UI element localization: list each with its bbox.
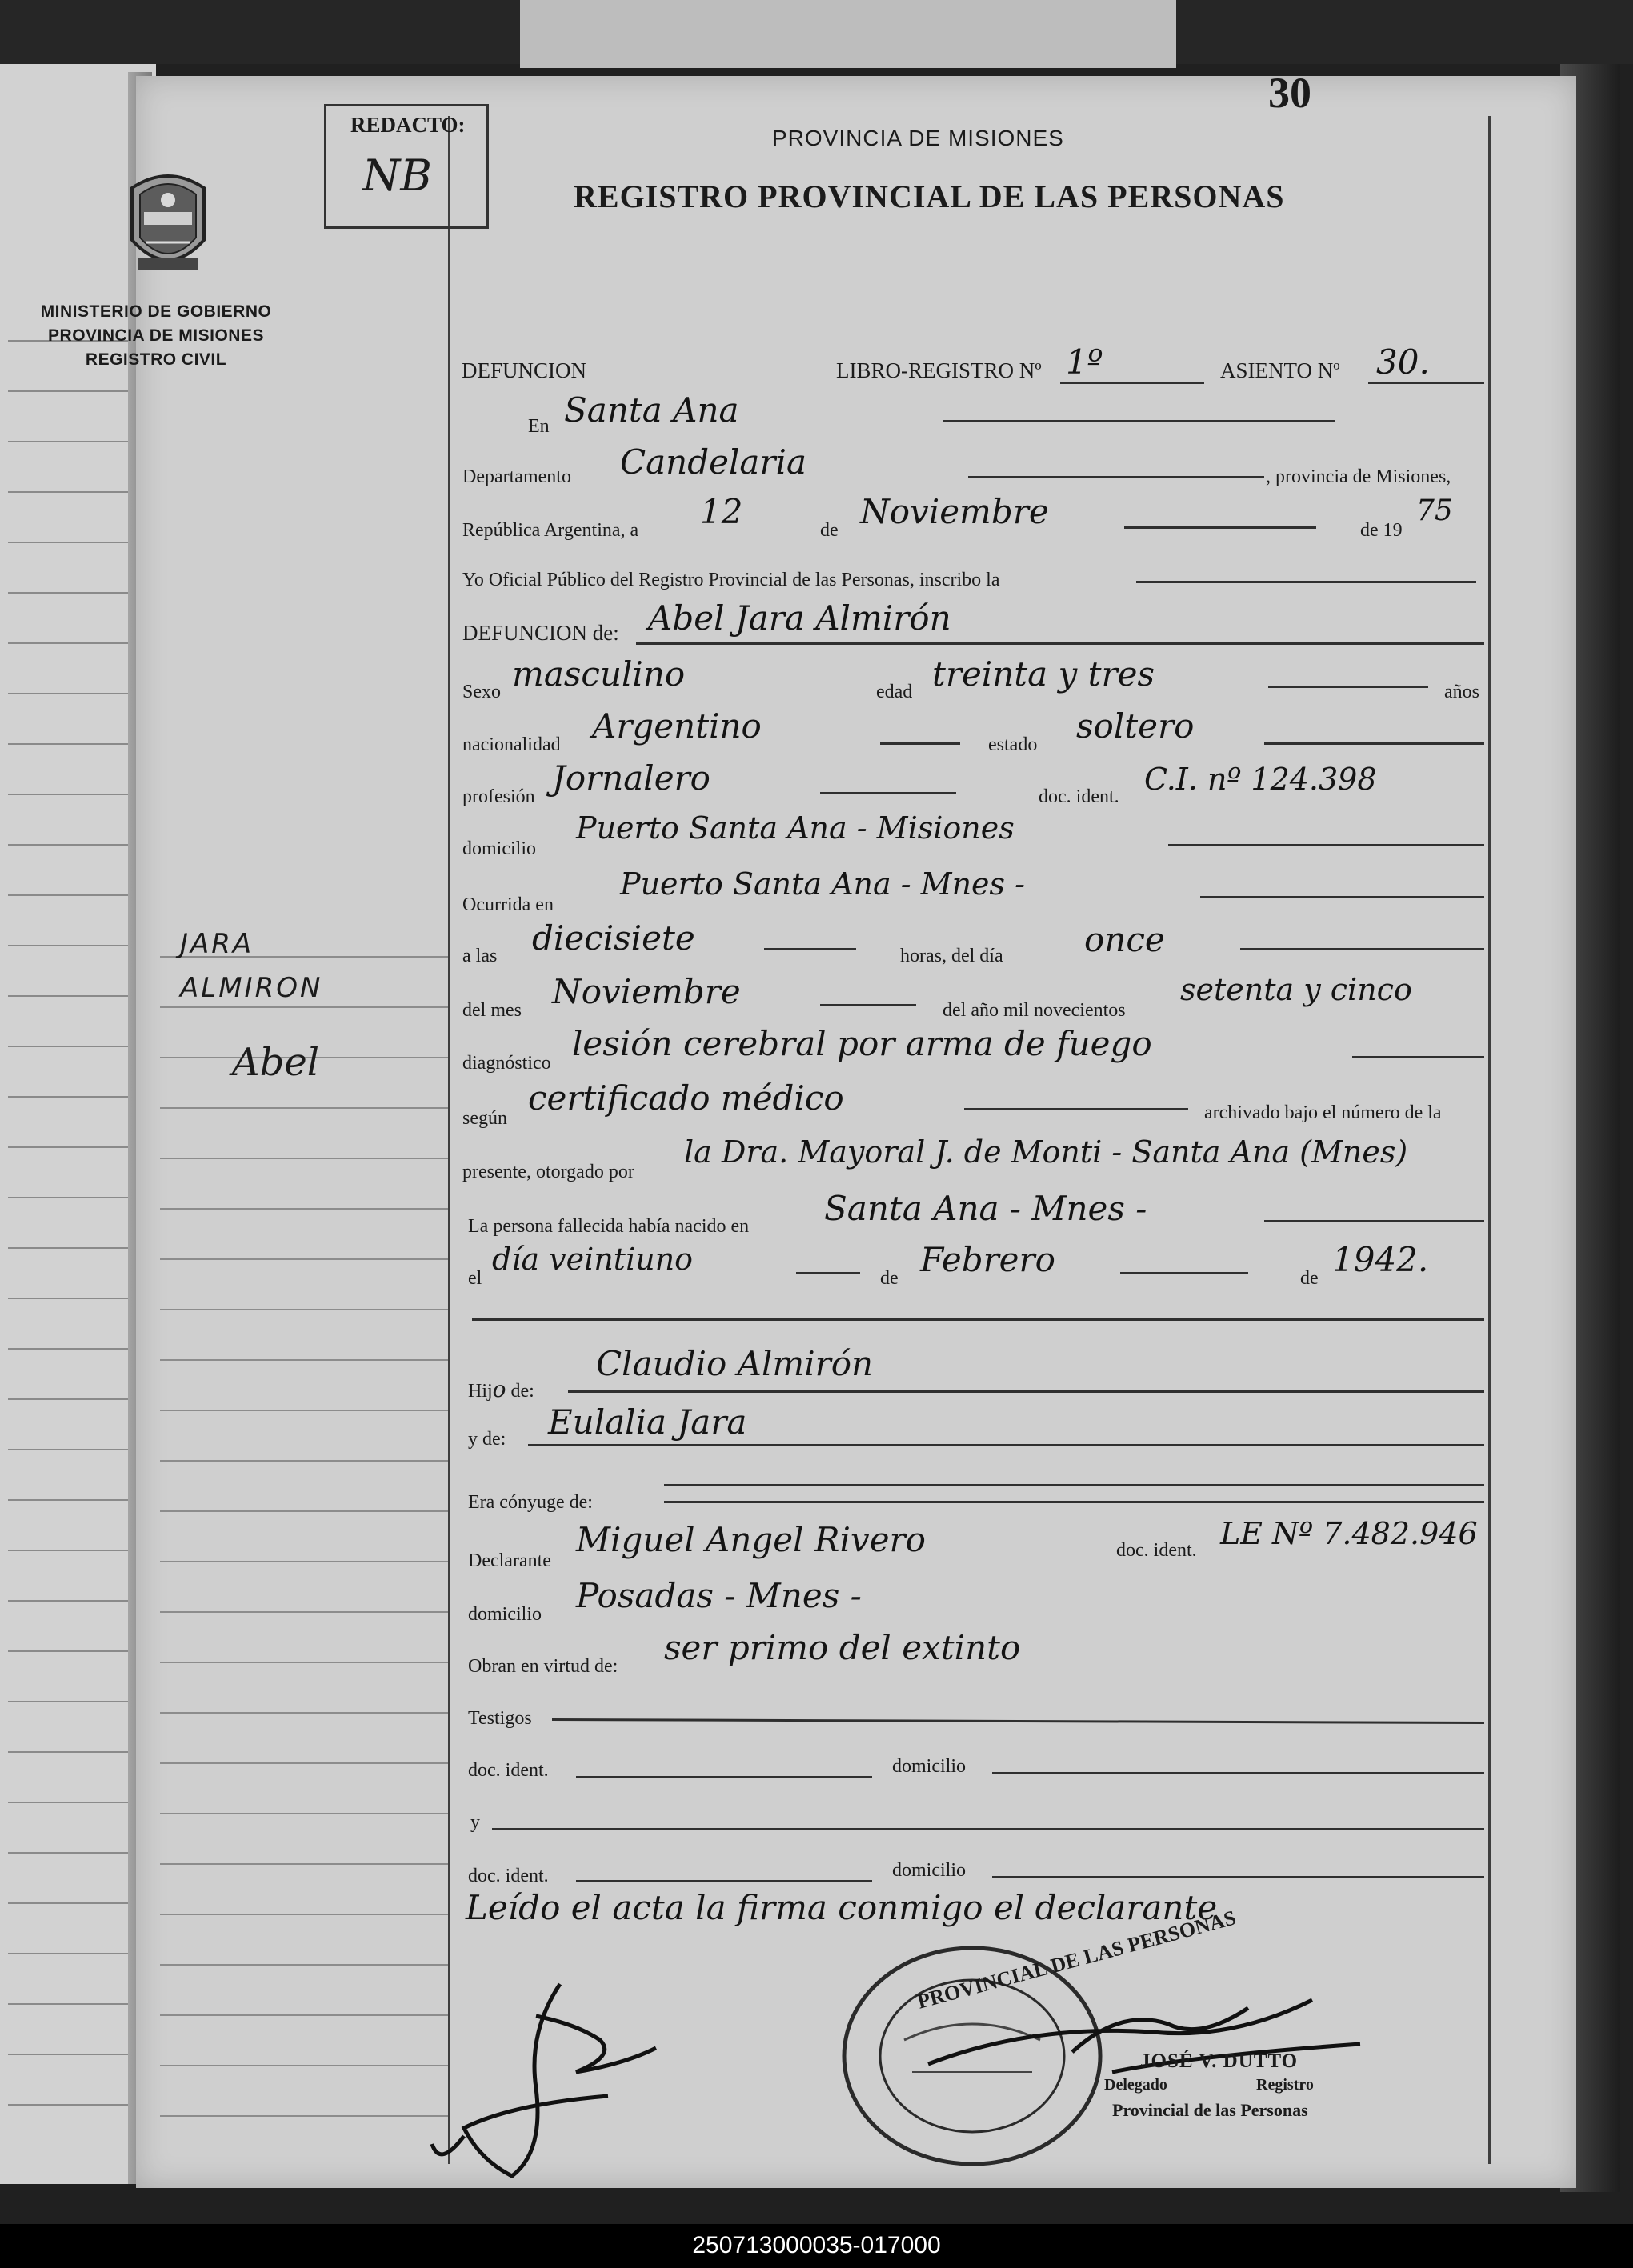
t2-dom-line — [992, 1876, 1484, 1878]
defebrero-label: de — [880, 1268, 899, 1289]
declarante-label: Declarante — [468, 1550, 551, 1571]
ministry-registry: REGISTRO CIVIL — [85, 350, 227, 369]
profesion-value: Jornalero — [552, 758, 710, 798]
segun-line — [964, 1108, 1188, 1110]
conyuge-label: Era cónyuge de: — [468, 1492, 593, 1513]
margin-ruled-line — [160, 1863, 448, 1865]
nacionalidad-value: Argentino — [592, 706, 762, 746]
provincial-crest-icon — [124, 164, 212, 284]
eldia-value: día veintiuno — [492, 1242, 694, 1277]
asiento-value: 30. — [1376, 342, 1430, 382]
margin-ruled-line — [160, 1410, 448, 1411]
page-number: 30 — [1268, 69, 1311, 117]
conyuge-line-1 — [664, 1484, 1484, 1486]
madre-value: Eulalia Jara — [548, 1402, 747, 1442]
hijo-label-a: Hij — [468, 1381, 493, 1402]
conyuge-line-2 — [664, 1501, 1484, 1503]
ruled-line — [8, 1902, 146, 1904]
hijo-label-b: de: — [510, 1381, 534, 1402]
libro-label: LIBRO-REGISTRO Nº — [836, 358, 1042, 382]
diagnostico-value: lesión cerebral por arma de fuego — [572, 1024, 1152, 1063]
edad-line — [1268, 686, 1428, 688]
nacionalidad-line — [880, 742, 960, 745]
eldia-label: el — [468, 1268, 482, 1289]
ruled-line — [8, 1146, 146, 1148]
asiento-label: ASIENTO Nº — [1220, 358, 1340, 382]
next-page-edge — [520, 0, 1176, 68]
en-label: En — [528, 416, 550, 437]
margin-ruled-line — [160, 1460, 448, 1462]
margin-ruled-line — [160, 1158, 448, 1159]
segun-label: según — [462, 1108, 507, 1129]
record-type: DEFUNCION — [462, 358, 587, 382]
ruled-line — [8, 642, 146, 644]
defuncion-de-label: DEFUNCION de: — [462, 621, 619, 645]
ruled-line — [8, 1046, 146, 1047]
libro-line — [1060, 382, 1204, 384]
horas-line — [1240, 948, 1484, 950]
t2-doc-line — [576, 1880, 872, 1882]
ruled-line — [8, 1096, 146, 1098]
official-registry-label: Registro — [1256, 2076, 1314, 2094]
ruled-line — [8, 390, 146, 392]
y-line — [492, 1828, 1484, 1830]
closing-statement: Leído el acta la firma conmigo el declarante — [466, 1888, 1218, 1927]
domicilio-line — [1168, 844, 1484, 846]
official-organization: Provincial de las Personas — [1112, 2100, 1308, 2120]
de-label: de — [820, 520, 839, 541]
ruled-line — [8, 1398, 146, 1400]
nacido-value: Santa Ana - Mnes - — [824, 1189, 1147, 1228]
decl-domicilio-label: domicilio — [468, 1604, 542, 1625]
delmes-label: del mes — [462, 1000, 522, 1021]
margin-ruled-line — [160, 1309, 448, 1310]
ruled-line — [8, 743, 146, 745]
de19-label: de 19 — [1360, 520, 1403, 541]
declarante-value: Miguel Angel Rivero — [576, 1520, 926, 1559]
declarante-doc-label: doc. ident. — [1116, 1540, 1197, 1561]
t2-dom-label: domicilio — [892, 1860, 966, 1881]
margin-ruled-line — [160, 1813, 448, 1814]
margin-second-surname: ALMIRON — [180, 972, 323, 1004]
obran-value: ser primo del extinto — [664, 1628, 1021, 1667]
deceased-name: Abel Jara Almirón — [648, 598, 951, 638]
padre-value: Claudio Almirón — [596, 1344, 874, 1383]
ruled-line — [8, 491, 146, 493]
obran-label: Obran en virtud de: — [468, 1656, 618, 1677]
image-code: 250713000035-017000 — [692, 2232, 941, 2258]
registry-title: REGISTRO PROVINCIAL DE LAS PERSONAS — [574, 178, 1285, 214]
profesion-label: profesión — [462, 786, 535, 807]
horas-label: horas, del día — [900, 946, 1003, 966]
margin-vertical-line — [448, 116, 450, 2164]
register-page — [136, 76, 1576, 2188]
defuncion-de-line — [636, 642, 1484, 645]
alas-value: diecisiete — [532, 918, 695, 958]
margin-ruled-line — [160, 1561, 448, 1562]
diagnostico-label: diagnóstico — [462, 1053, 551, 1074]
redacto-box — [324, 104, 489, 229]
y-label: y — [470, 1812, 480, 1833]
margin-ruled-line — [160, 1964, 448, 1966]
right-vertical-line — [1488, 116, 1491, 2164]
margin-ruled-line — [160, 1510, 448, 1512]
hijo-label — [468, 1376, 534, 1402]
margin-ruled-line — [160, 1006, 448, 1008]
doc-label: doc. ident. — [1039, 786, 1119, 807]
ruled-line — [8, 1499, 146, 1501]
sexo-label: Sexo — [462, 682, 501, 702]
delmes-value: Noviembre — [552, 972, 741, 1011]
ruled-line — [8, 1852, 146, 1854]
asiento-line — [1368, 382, 1484, 384]
delmes-line — [820, 1004, 916, 1006]
edad-label: edad — [876, 682, 913, 702]
madre-line — [528, 1444, 1484, 1446]
delanio-label: del año mil novecientos — [943, 1000, 1126, 1021]
ruled-line — [8, 1802, 146, 1803]
margin-ruled-line — [160, 2115, 448, 2117]
ruled-line — [8, 1550, 146, 1551]
margin-ruled-line — [160, 1107, 448, 1109]
estado-label: estado — [988, 734, 1038, 755]
province-heading: PROVINCIA DE MISIONES — [772, 126, 1064, 150]
diagnostico-line — [1352, 1056, 1484, 1058]
ruled-line — [8, 441, 146, 442]
provincia-label: , provincia de Misiones, — [1266, 466, 1451, 487]
republica-label: República Argentina, a — [462, 520, 639, 541]
segun-value: certificado médico — [528, 1078, 844, 1118]
ruled-line — [8, 1348, 146, 1350]
t1-doc-line — [576, 1776, 872, 1778]
alas-label: a las — [462, 946, 498, 966]
mes-line — [1124, 526, 1316, 529]
oficial-text: Yo Oficial Público del Registro Provincial de las Personas, inscribo la — [462, 570, 1000, 590]
redacto-initials: NB — [362, 150, 432, 201]
ruled-line — [8, 2003, 146, 2005]
ruled-line — [8, 592, 146, 594]
ruled-line — [8, 1449, 146, 1450]
estado-line — [1264, 742, 1484, 745]
anio-nacimiento: 1942. — [1332, 1240, 1429, 1279]
ruled-line — [8, 844, 146, 846]
ruled-line — [8, 945, 146, 946]
domicilio-label: domicilio — [462, 838, 536, 859]
libro-value: 1º — [1066, 342, 1103, 382]
t2-doc-label: doc. ident. — [468, 1866, 549, 1886]
yde-label: y de: — [468, 1429, 506, 1450]
sexo-value: masculino — [512, 654, 686, 694]
ruled-line — [8, 894, 146, 896]
official-name: JOSÉ V. DUTTO — [1140, 2050, 1299, 2072]
doc-value: C.I. nº 124.398 — [1144, 762, 1377, 797]
en-value: Santa Ana — [564, 390, 739, 430]
hijo-suffix: o — [492, 1376, 506, 1402]
presente-value: la Dra. Mayoral J. de Monti - Santa Ana (Mnes) — [684, 1134, 1408, 1170]
departamento-label: Departamento — [462, 466, 571, 487]
febrero-value: Febrero — [920, 1240, 1055, 1279]
ministry-header — [40, 300, 272, 372]
horas-value: once — [1084, 920, 1165, 959]
ruled-line — [8, 1650, 146, 1652]
margin-ruled-line — [160, 2014, 448, 2016]
margin-surname: JARA — [180, 928, 254, 960]
margin-given-name: Abel — [232, 1040, 320, 1085]
ruled-line — [8, 1298, 146, 1299]
de1942-label: de — [1300, 1268, 1319, 1289]
margin-column — [136, 76, 448, 2188]
ruled-line — [8, 995, 146, 997]
departamento-line — [968, 476, 1264, 478]
margin-ruled-line — [160, 1208, 448, 1210]
ocurrida-value: Puerto Santa Ana - Mnes - — [620, 866, 1025, 902]
estado-value: soltero — [1076, 706, 1195, 746]
margin-ruled-line — [160, 1712, 448, 1714]
ministry-line: MINISTERIO DE GOBIERNO — [40, 302, 272, 321]
alas-line — [764, 948, 856, 950]
margin-ruled-line — [160, 1914, 448, 1915]
declarante-doc-value: LE Nº 7.482.946 — [1220, 1516, 1478, 1551]
mes-value: Noviembre — [860, 492, 1049, 531]
ocurrida-label: Ocurrida en — [462, 894, 554, 915]
delanio-value: setenta y cinco — [1180, 972, 1412, 1007]
nacido-label: La persona fallecida había nacido en — [468, 1216, 750, 1237]
margin-ruled-line — [160, 1611, 448, 1613]
ruled-line — [8, 2054, 146, 2055]
testigos-label: Testigos — [468, 1708, 532, 1729]
t1-dom-label: domicilio — [892, 1756, 966, 1777]
t1-doc-label: doc. ident. — [468, 1760, 549, 1781]
ministry-province: PROVINCIA DE MISIONES — [48, 326, 264, 345]
ruled-line — [8, 1701, 146, 1702]
section-divider — [472, 1318, 1484, 1321]
stamp-text: PROVINCIAL DE LAS PERSONAS — [915, 1906, 1239, 2014]
ruled-line — [8, 1600, 146, 1602]
t1-dom-line — [992, 1772, 1484, 1774]
departamento-value: Candelaria — [620, 442, 806, 482]
padre-line — [568, 1390, 1484, 1393]
presente-label: presente, otorgado por — [462, 1162, 634, 1182]
nacionalidad-label: nacionalidad — [462, 734, 561, 755]
en-line — [943, 420, 1335, 422]
margin-ruled-line — [160, 1359, 448, 1361]
margin-ruled-line — [160, 1662, 448, 1663]
margin-ruled-line — [160, 2065, 448, 2066]
redacto-label: REDACTO: — [350, 113, 466, 137]
nacido-line — [1264, 1220, 1484, 1222]
declarant-signature — [416, 1968, 720, 2192]
ruled-line — [8, 2104, 146, 2106]
ruled-line — [8, 1751, 146, 1753]
ruled-line — [8, 794, 146, 795]
official-role: Delegado — [1104, 2076, 1167, 2094]
margin-ruled-line — [160, 1762, 448, 1764]
anio-value: 75 — [1416, 494, 1453, 527]
ruled-line — [8, 542, 146, 543]
decl-domicilio-value: Posadas - Mnes - — [576, 1576, 862, 1615]
eldia-line — [796, 1272, 860, 1274]
febrero-line — [1120, 1272, 1248, 1274]
anios-label: años — [1444, 682, 1479, 702]
ruled-line — [8, 1247, 146, 1249]
edad-value: treinta y tres — [932, 654, 1155, 694]
margin-ruled-line — [160, 1258, 448, 1260]
ocurrida-line — [1200, 896, 1484, 898]
oficial-line — [1136, 581, 1476, 583]
domicilio-value: Puerto Santa Ana - Misiones — [576, 810, 1015, 846]
ruled-line — [8, 693, 146, 694]
dia-value: 12 — [700, 492, 743, 531]
ruled-line — [8, 1953, 146, 1954]
ruled-line — [8, 1197, 146, 1198]
archivado-label: archivado bajo el número de la — [1204, 1102, 1442, 1123]
profesion-line — [820, 792, 956, 794]
